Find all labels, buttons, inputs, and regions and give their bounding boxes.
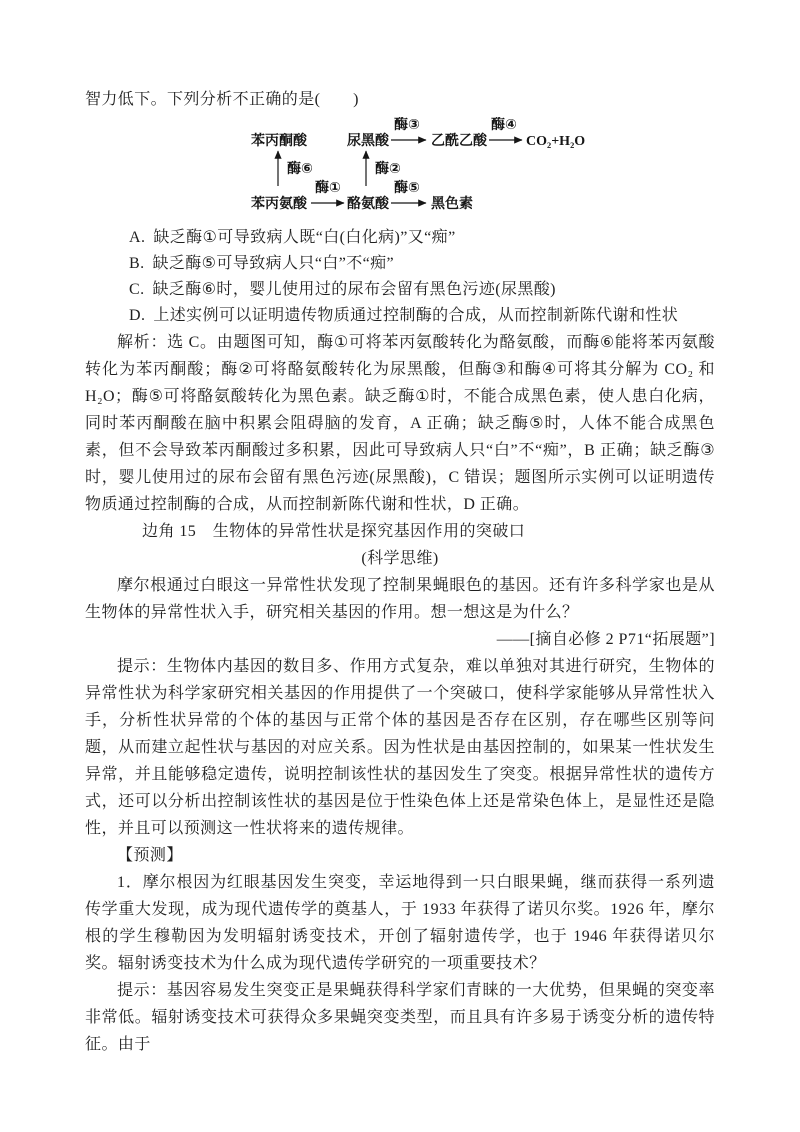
corner-section-tag: (科学思维)	[361, 550, 439, 567]
pathway-svg	[245, 117, 597, 219]
prediction-hint-paragraph: 提示：基因容易发生突变正是果蝇获得科学家们青睐的一大优势，但果蝇的突变率非常低。辐射诱变技术可获得众多果蝇突变类型，而且具有许多易于诱变分析的遗传特征。由于	[85, 982, 715, 1053]
enzyme-6-label: 酶⑥	[287, 162, 313, 177]
enzyme-1-label: 酶①	[315, 181, 341, 196]
option-c-label: C.	[129, 281, 145, 298]
node-tyrosine: 酪氨酸	[347, 197, 389, 212]
node-co2-h2o: CO₂+H₂O	[526, 134, 586, 149]
option-a-label: A.	[129, 229, 146, 246]
node-phenylpyruvic-acid: 苯丙酮酸	[251, 134, 307, 149]
option-a	[85, 225, 715, 251]
node-phenylalanine: 苯丙氨酸	[251, 197, 307, 212]
node-acetoacetic-acid: 乙酰乙酸	[431, 134, 487, 149]
node-homogentisic-acid: 尿黑酸	[347, 134, 389, 149]
corner-section-heading: 边角 15 生物体的异常性状是探究基因作用的突破口	[142, 523, 526, 540]
option-b-label: B.	[129, 255, 145, 272]
enzyme-3-label: 酶③	[394, 118, 420, 133]
option-b	[85, 251, 715, 277]
corner-hint-paragraph: 提示：生物体内基因的数目多、作用方式复杂，难以单独对其进行研究，生物体的异常性状为科学家研究相关基因的作用提供了一个突破口，使科学家能够从异常性状入手，分析性状异常的个体的基因与正常个体的基因是否存在区别，存在哪些区别等问题，从而建立起性状与基因的对应关系。因为性状是由基因控制的，如果某一性状发生异常，并且能够稳定遗传，说明控制该性状的基因发生了突变。根据异常性状的遗传方式，还可以分析出控制该性状的基因是位于性染色体上还是常染色体上，是显性还是隐性，并且可以预测这一性状将来的遗传规律。	[85, 658, 715, 837]
option-d	[85, 303, 715, 329]
prediction-heading: 【预测】	[117, 847, 183, 864]
question-stem: 智力低下。下列分析不正确的是( )	[85, 91, 359, 108]
option-a-text: 缺乏酶①可导致病人既“白(白化病)”又“痴”	[153, 229, 456, 246]
option-d-label: D.	[129, 307, 146, 324]
enzyme-4-label: 酶④	[491, 118, 517, 133]
options-list	[85, 225, 715, 329]
corner-source-line: ——[摘自必修 2 P71“拓展题”]	[496, 631, 715, 648]
enzyme-2-label: 酶②	[375, 162, 401, 177]
option-b-text: 缺乏酶⑤可导致病人只“白”不“痴”	[152, 255, 395, 272]
prediction-question-1: 1．摩尔根因为红眼基因发生突变，幸运地得到一只白眼果蝇，继而获得一系列遗传学重大发现，成为现代遗传学的奠基人，于 1933 年获得了诺贝尔奖。1926 年，摩尔根的学生穆勒因为发明辐射诱变技术，开创了辐射遗传学，也于 1946 年获得诺贝尔奖。辐射诱变技术为什么成为现代遗传学研究的一项重要技术？	[85, 874, 715, 972]
option-c	[85, 277, 715, 303]
metabolic-pathway-diagram	[245, 117, 715, 219]
option-c-text: 缺乏酶⑥时，婴儿使用过的尿布会留有黑色污迹(尿黑酸)	[152, 281, 556, 298]
enzyme-5-label: 酶⑤	[394, 181, 420, 196]
corner-intro-paragraph: 摩尔根通过白眼这一异常性状发现了控制果蝇眼色的基因。还有许多科学家也是从生物体的异常性状入手，研究相关基因的作用。想一想这是为什么？	[85, 577, 715, 621]
option-d-text: 上述实例可以证明遗传物质通过控制酶的合成，从而控制新陈代谢和性状	[153, 307, 679, 324]
node-melanin: 黑色素	[431, 197, 473, 212]
analysis-paragraph: 解析：选 C。由题图可知，酶①可将苯丙氨酸转化为酪氨酸，而酶⑥能将苯丙氨酸转化为苯丙酮酸；酶②可将酪氨酸转化为尿黑酸，但酶③和酶④可将其分解为 CO₂ 和 H₂O；酶⑤可将酪氨酸转化为黑色素。缺乏酶①时，不能合成黑色素，使人患白化病，同时苯丙酮酸在脑中积累会阻碍脑的发育，A 正确；缺乏酶⑤时，人体不能合成黑色素，但不会导致苯丙酮酸过多积累，因此可导致病人只“白”不“痴”，B 正确；缺乏酶③时，婴儿使用过的尿布会留有黑色污迹(尿黑酸)，C 错误；题图所示实例可以证明遗传物质通过控制酶的合成，从而控制新陈代谢和性状，D 正确。	[85, 334, 715, 513]
